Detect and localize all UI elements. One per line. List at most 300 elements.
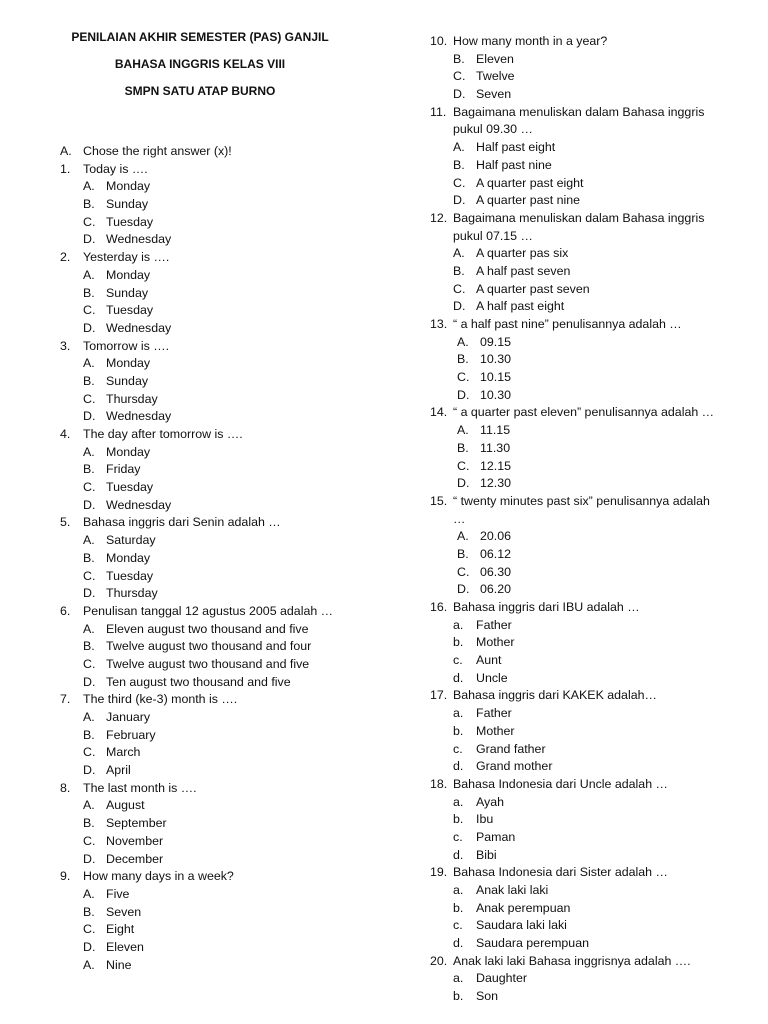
option-text: Mother — [476, 635, 515, 650]
question-text: Bahasa inggris dari Senin adalah … — [83, 515, 281, 530]
option-text: Eleven — [106, 939, 144, 954]
answer-option[interactable] — [430, 369, 755, 387]
option-letter: B. — [453, 263, 465, 278]
question-text: Bagaimana menuliskan dalam Bahasa inggris — [453, 104, 705, 119]
option-letter: B. — [453, 157, 465, 172]
option-text: Wednesday — [106, 409, 172, 424]
answer-option[interactable] — [60, 709, 385, 727]
option-text: Paman — [476, 829, 516, 844]
option-text: Wednesday — [106, 497, 172, 512]
answer-option[interactable] — [60, 833, 385, 851]
answer-option[interactable] — [430, 298, 755, 316]
question-stem — [60, 603, 385, 621]
question-number: 1. — [60, 161, 71, 176]
question-number: 14. — [430, 405, 448, 420]
question-stem — [430, 599, 755, 617]
answer-option[interactable] — [60, 621, 385, 639]
answer-option[interactable] — [430, 245, 755, 263]
question-text: pukul 09.30 … — [453, 122, 533, 137]
option-text: February — [106, 727, 156, 742]
question-text: Bahasa inggris dari KAKEK adalah… — [453, 688, 657, 703]
question-number: 12. — [430, 210, 448, 225]
option-letter: B. — [457, 546, 469, 561]
option-letter: B. — [457, 352, 469, 367]
option-text: 10.30 — [480, 352, 512, 367]
answer-option[interactable] — [430, 564, 755, 582]
answer-option[interactable] — [430, 192, 755, 210]
option-letter: D. — [457, 387, 470, 402]
option-text: 06.20 — [480, 582, 512, 597]
option-letter: D. — [83, 320, 96, 335]
answer-option[interactable] — [60, 939, 385, 957]
section-instruction: Chose the right answer (x)! — [83, 144, 232, 158]
option-text: Ayah — [476, 794, 505, 809]
answer-option[interactable] — [430, 546, 755, 564]
option-letter: B. — [83, 727, 95, 742]
question-text: Yesterday is …. — [83, 250, 170, 265]
answer-option[interactable] — [430, 900, 755, 918]
question-number: 10. — [430, 34, 448, 48]
option-text: Wednesday — [106, 320, 172, 335]
option-text: December — [106, 851, 164, 866]
question-text: Today is …. — [83, 161, 148, 176]
option-text: Eleven august two thousand and five — [106, 621, 309, 636]
answer-option[interactable] — [430, 475, 755, 493]
question-text: “ a half past nine” penulisannya adalah … — [453, 317, 682, 331]
question-stem — [430, 404, 755, 422]
option-letter: b. — [453, 989, 464, 1004]
question-text: The day after tomorrow is …. — [83, 427, 243, 441]
option-letter: D. — [457, 476, 470, 491]
answer-option[interactable] — [60, 585, 385, 603]
answer-option[interactable] — [430, 970, 755, 988]
answer-option[interactable] — [430, 387, 755, 405]
answer-option[interactable] — [430, 263, 755, 281]
answer-option[interactable] — [430, 334, 755, 352]
option-letter: B. — [83, 639, 95, 654]
option-text: 12.30 — [480, 476, 512, 491]
option-text: 10.15 — [480, 370, 512, 385]
option-text: Friday — [106, 462, 141, 477]
option-text: A quarter pas six — [476, 246, 569, 261]
option-letter: D. — [453, 87, 466, 102]
answer-option[interactable] — [430, 847, 755, 865]
answer-option[interactable] — [60, 957, 385, 975]
option-letter: C. — [83, 656, 96, 671]
option-letter: B. — [83, 550, 95, 565]
question-stem — [430, 493, 755, 511]
answer-option[interactable] — [60, 851, 385, 869]
option-letter: D. — [453, 193, 466, 208]
option-text: Seven — [106, 904, 142, 919]
option-text: Sunday — [106, 197, 149, 212]
option-text: Saudara laki laki — [476, 918, 567, 933]
option-text: Sunday — [106, 373, 149, 388]
option-letter: C. — [453, 175, 466, 190]
option-text: Twelve august two thousand and four — [106, 639, 312, 654]
header-title: PENILAIAN AKHIR SEMESTER (PAS) GANJIL — [71, 30, 329, 44]
question-number: 13. — [430, 317, 448, 331]
option-text: Bibi — [476, 847, 497, 862]
option-text: Mother — [476, 723, 515, 738]
option-letter: A. — [83, 267, 95, 282]
option-letter: b. — [453, 900, 464, 915]
option-text: Half past eight — [476, 140, 556, 155]
answer-option[interactable] — [430, 68, 755, 86]
answer-option[interactable] — [60, 196, 385, 214]
option-letter: A. — [83, 798, 95, 813]
option-letter: C. — [83, 214, 96, 229]
answer-option[interactable] — [430, 917, 755, 935]
answer-option[interactable] — [430, 794, 755, 812]
answer-option[interactable] — [430, 988, 755, 1006]
option-text: Daughter — [476, 971, 527, 986]
option-text: 06.12 — [480, 546, 512, 561]
option-letter: D. — [83, 851, 96, 866]
option-text: January — [106, 710, 151, 724]
option-text: Tuesday — [106, 303, 154, 318]
option-letter: A. — [457, 334, 469, 349]
option-letter: C. — [83, 391, 96, 406]
question-text: Anak laki laki Bahasa inggrisnya adalah …. — [453, 953, 691, 968]
option-text: Saturday — [106, 533, 156, 548]
option-letter: A. — [83, 957, 95, 972]
option-letter: B. — [83, 904, 95, 919]
document-header — [60, 28, 340, 109]
question-number: 7. — [60, 692, 71, 707]
option-text: Monday — [106, 356, 151, 371]
option-text: September — [106, 816, 167, 831]
option-letter: B. — [83, 816, 95, 831]
answer-option[interactable] — [430, 440, 755, 458]
option-text: 12.15 — [480, 458, 512, 473]
question-stem — [430, 687, 755, 705]
question-stem — [430, 33, 755, 51]
option-letter: D. — [83, 497, 96, 512]
question-stem — [60, 249, 385, 267]
option-text: Tuesday — [106, 568, 154, 583]
option-text: Anak perempuan — [476, 900, 571, 915]
answer-option[interactable] — [430, 617, 755, 635]
question-text: pukul 07.15 … — [453, 228, 533, 243]
option-text: A half past eight — [476, 299, 565, 314]
answer-option[interactable] — [60, 762, 385, 780]
question-number: 15. — [430, 493, 448, 508]
answer-option[interactable] — [60, 355, 385, 373]
question-number: 17. — [430, 688, 448, 703]
option-letter: A. — [83, 179, 95, 194]
option-letter: A. — [83, 533, 95, 548]
option-letter: c. — [453, 829, 463, 844]
option-text: Tuesday — [106, 214, 154, 229]
option-text: Monday — [106, 179, 151, 194]
question-text: The third (ke-3) month is …. — [83, 692, 238, 707]
answer-option[interactable] — [60, 656, 385, 674]
option-letter: a. — [453, 794, 464, 809]
question-number: 11. — [430, 104, 447, 119]
question-text: The last month is …. — [83, 780, 197, 795]
question-stem — [60, 338, 385, 356]
option-text: Twelve — [476, 69, 515, 84]
question-stem — [60, 426, 385, 444]
answer-option[interactable] — [430, 51, 755, 69]
question-text: Bahasa inggris dari IBU adalah … — [453, 600, 640, 614]
header-subject: BAHASA INGGRIS KELAS VIII — [114, 57, 286, 71]
answer-option[interactable] — [430, 581, 755, 599]
option-letter: A. — [83, 886, 95, 901]
answer-option[interactable] — [430, 705, 755, 723]
question-number: 20. — [430, 953, 448, 968]
question-stem — [430, 953, 755, 971]
answer-option[interactable] — [430, 281, 755, 299]
option-letter: D. — [83, 232, 96, 247]
option-letter: c. — [453, 918, 463, 933]
option-letter: a. — [453, 617, 464, 632]
question-text: Bahasa Indonesia dari Sister adalah … — [453, 865, 668, 880]
option-text: Wednesday — [106, 232, 172, 247]
answer-option[interactable] — [60, 744, 385, 762]
option-text: Father — [476, 617, 512, 632]
answer-option[interactable] — [430, 670, 755, 688]
answer-option[interactable] — [430, 882, 755, 900]
answer-option[interactable] — [430, 139, 755, 157]
option-letter: d. — [453, 670, 464, 685]
answer-option[interactable] — [60, 373, 385, 391]
option-letter: C. — [83, 568, 96, 583]
option-letter: C. — [83, 303, 96, 318]
answer-option[interactable] — [60, 568, 385, 586]
option-text: Father — [476, 706, 512, 721]
option-text: Nine — [106, 957, 132, 972]
option-text: Grand father — [476, 741, 546, 756]
header-school: SMPN SATU ATAP BURNO — [124, 84, 276, 98]
option-letter: C. — [83, 480, 96, 495]
answer-option[interactable] — [60, 320, 385, 338]
option-text: April — [106, 763, 131, 778]
question-number: 5. — [60, 515, 71, 530]
answer-option[interactable] — [430, 652, 755, 670]
question-stem — [430, 776, 755, 794]
option-letter: A. — [457, 529, 469, 544]
option-letter: C. — [457, 564, 470, 579]
option-text: March — [106, 745, 141, 760]
option-text: Five — [106, 886, 130, 901]
option-letter: d. — [453, 847, 464, 862]
answer-option[interactable] — [60, 479, 385, 497]
answer-option[interactable] — [60, 638, 385, 656]
option-text: November — [106, 833, 164, 848]
option-letter: C. — [453, 281, 466, 296]
option-letter: A. — [457, 423, 469, 438]
left-column — [60, 143, 385, 974]
answer-option[interactable] — [60, 302, 385, 320]
answer-option[interactable] — [430, 935, 755, 953]
option-letter: B. — [83, 197, 95, 212]
answer-option[interactable] — [60, 797, 385, 815]
question-stem — [60, 161, 385, 179]
option-letter: C. — [83, 922, 96, 937]
option-letter: a. — [453, 971, 464, 986]
option-letter: D. — [457, 582, 470, 597]
answer-option[interactable] — [60, 214, 385, 232]
option-letter: D. — [83, 939, 96, 954]
answer-option[interactable] — [60, 674, 385, 692]
answer-option[interactable] — [430, 829, 755, 847]
option-letter: A. — [83, 444, 95, 459]
question-stem-continued — [430, 511, 755, 529]
option-letter: b. — [453, 635, 464, 650]
option-letter: D. — [83, 586, 96, 601]
answer-option[interactable] — [60, 727, 385, 745]
option-text: 09.15 — [480, 334, 512, 349]
answer-option[interactable] — [60, 497, 385, 515]
question-stem-continued — [430, 228, 755, 246]
option-letter: D. — [453, 299, 466, 314]
option-letter: B. — [83, 373, 95, 388]
option-letter: D. — [83, 763, 96, 778]
question-stem-continued — [430, 121, 755, 139]
answer-option[interactable] — [430, 86, 755, 104]
answer-option[interactable] — [60, 550, 385, 568]
option-letter: d. — [453, 759, 464, 774]
answer-option[interactable] — [430, 458, 755, 476]
option-text: Anak laki laki — [476, 883, 549, 897]
question-text: “ a quarter past eleven” penulisannya adalah … — [453, 405, 715, 420]
option-letter: a. — [453, 706, 464, 721]
option-text: Monday — [106, 267, 151, 282]
option-letter: B. — [83, 462, 95, 477]
option-letter: b. — [453, 723, 464, 738]
option-text: A quarter past nine — [476, 193, 581, 208]
right-column — [430, 33, 755, 1006]
option-text: Eleven — [476, 51, 514, 66]
answer-option[interactable] — [60, 904, 385, 922]
answer-option[interactable] — [60, 285, 385, 303]
answer-option[interactable] — [60, 921, 385, 939]
option-letter: C. — [457, 370, 470, 385]
question-stem — [430, 210, 755, 228]
question-number: 19. — [430, 865, 448, 880]
section-heading — [60, 143, 385, 161]
question-text: “ twenty minutes past six” penulisannya adalah — [453, 493, 710, 508]
answer-option[interactable] — [430, 351, 755, 369]
question-text: Bagaimana menuliskan dalam Bahasa inggris — [453, 210, 705, 225]
answer-option[interactable] — [430, 741, 755, 759]
option-letter: C. — [83, 833, 96, 848]
option-text: Grand mother — [476, 759, 553, 774]
option-letter: c. — [453, 653, 463, 668]
answer-option[interactable] — [60, 886, 385, 904]
answer-option[interactable] — [60, 231, 385, 249]
question-stem — [430, 864, 755, 882]
question-stem — [60, 780, 385, 798]
option-text: A quarter past seven — [476, 281, 590, 296]
question-text: Bahasa Indonesia dari Uncle adalah … — [453, 776, 668, 791]
option-letter: D. — [83, 674, 96, 689]
option-text: A half past seven — [476, 263, 571, 278]
answer-option[interactable] — [430, 811, 755, 829]
option-text: 11.15 — [480, 423, 511, 438]
question-stem — [60, 691, 385, 709]
question-text: How many month in a year? — [453, 34, 608, 48]
option-letter: A. — [83, 621, 95, 636]
option-letter: B. — [457, 440, 469, 455]
question-number: 4. — [60, 427, 71, 441]
option-text: Tuesday — [106, 480, 154, 495]
option-letter: A. — [453, 140, 465, 155]
option-letter: b. — [453, 812, 464, 827]
option-text: Ten august two thousand and five — [106, 674, 291, 689]
question-stem — [430, 104, 755, 122]
option-text: Eight — [106, 922, 135, 937]
answer-option[interactable] — [60, 408, 385, 426]
option-text: Thursday — [106, 586, 158, 601]
question-text: … — [453, 511, 466, 526]
option-text: Monday — [106, 444, 151, 459]
answer-option[interactable] — [430, 175, 755, 193]
option-letter: C. — [453, 69, 466, 84]
question-number: 9. — [60, 869, 71, 884]
question-stem — [60, 514, 385, 532]
answer-option[interactable] — [60, 391, 385, 409]
option-text: Twelve august two thousand and five — [106, 656, 310, 671]
answer-option[interactable] — [430, 157, 755, 175]
answer-option[interactable] — [60, 815, 385, 833]
answer-option[interactable] — [430, 723, 755, 741]
option-text: 06.30 — [480, 564, 512, 579]
question-number: 18. — [430, 776, 448, 791]
option-text: Uncle — [476, 670, 508, 685]
question-number: 16. — [430, 600, 448, 614]
question-stem — [430, 316, 755, 334]
answer-option[interactable] — [60, 444, 385, 462]
section-letter: A. — [60, 144, 72, 158]
option-letter: a. — [453, 883, 464, 897]
question-number: 3. — [60, 338, 71, 353]
option-text: 11.30 — [480, 440, 511, 455]
answer-option[interactable] — [60, 178, 385, 196]
answer-option[interactable] — [60, 532, 385, 550]
option-letter: A. — [83, 356, 95, 371]
answer-option[interactable] — [430, 422, 755, 440]
answer-option[interactable] — [430, 634, 755, 652]
question-number: 2. — [60, 250, 71, 265]
option-letter: c. — [453, 741, 463, 756]
option-text: Aunt — [476, 653, 502, 668]
question-number: 6. — [60, 603, 71, 618]
option-text: A quarter past eight — [476, 175, 584, 190]
option-letter: C. — [457, 458, 470, 473]
option-text: Son — [476, 989, 499, 1004]
answer-option[interactable] — [430, 758, 755, 776]
option-text: Seven — [476, 87, 512, 102]
option-text: Ibu — [476, 812, 494, 827]
question-text: Tomorrow is …. — [83, 338, 170, 353]
question-text: How many days in a week? — [83, 869, 234, 884]
option-letter: B. — [83, 285, 95, 300]
answer-option[interactable] — [60, 461, 385, 479]
option-text: August — [106, 798, 145, 813]
option-letter: C. — [83, 745, 96, 760]
answer-option[interactable] — [430, 528, 755, 546]
option-text: 20.06 — [480, 529, 512, 544]
option-text: Sunday — [106, 285, 149, 300]
option-letter: A. — [453, 246, 465, 261]
option-text: Half past nine — [476, 157, 552, 172]
answer-option[interactable] — [60, 267, 385, 285]
question-text: Penulisan tanggal 12 agustus 2005 adalah … — [83, 603, 334, 618]
option-letter: d. — [453, 936, 464, 951]
